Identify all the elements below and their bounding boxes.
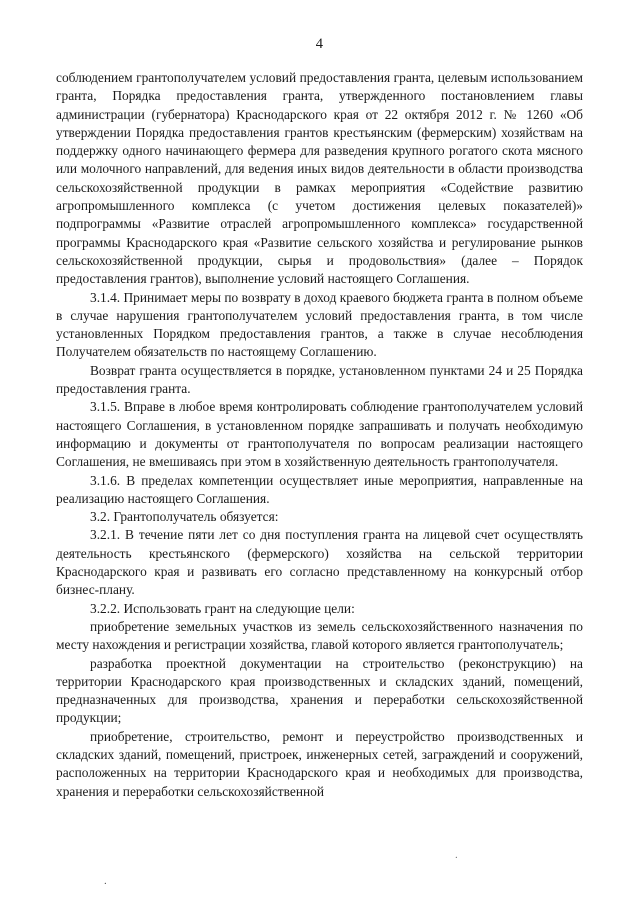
paragraph: 3.2.1. В течение пяти лет со дня поступления гранта на лицевой счет осуществлять деятельность крестьянского (фермерского) хозяйства на сельской территории Краснодарского края и развивать его согласно представленному на конкурсный отбор бизнес-плану. (56, 527, 583, 598)
paragraph: 3.1.5. Вправе в любое время контролировать соблюдение грантополучателем условий настоящего Соглашения, в установленном порядке запрашивать и получать необходимую информацию и документы от грантополучателя по вопросам реализации настоящего Соглашения, не вмешиваясь при этом в хозяйственную деятельность грантополучателя. (56, 399, 583, 470)
paragraph: 3.1.6. В пределах компетенции осуществляет иные мероприятия, направленные на реализацию настоящего Соглашения. (56, 472, 583, 506)
paragraph: Возврат гранта осуществляется в порядке, установленном пунктами 24 и 25 Порядка предоставления гранта. (56, 362, 583, 397)
paragraph: 3.2.2. Использовать грант на следующие цели: (90, 600, 355, 616)
paragraph: приобретение, строительство, ремонт и переустройство производственных и складских зданий, помещений, пристроек, инженерных сетей, заграждений и сооружений, расположенных на территории Краснодарского края и необходимых для производства, хранения и переработки сельскохозяйственной (56, 728, 583, 799)
paragraph: 3.1.4. Принимает меры по возврату в доход краевого бюджета гранта в полном объеме в случае нарушения грантополучателем условий предоставления гранта, в том числе установленных Порядком предоставления грантов, а также в случае несоблюдения Получателем обязательств по настоящему Соглашению. (56, 289, 583, 360)
paragraph: разработка проектной документации на строительство (реконструкцию) на территории Краснодарского края производственных и складских зданий, помещений, предназначенных для производства, хранения и переработки сельскохозяйственной продукции; (56, 655, 583, 726)
page-number: 4 (315, 36, 324, 52)
page-artifact-mark: . (455, 849, 458, 861)
paragraph: 3.2. Грантополучатель обязуется: (90, 509, 279, 525)
page-corner-mark: . (104, 875, 107, 887)
paragraph: приобретение земельных участков из земель сельскохозяйственного назначения по месту нахождения и регистрации хозяйства, главой которого является грантополучатель; (56, 618, 583, 653)
paragraph: соблюдением грантополучателем условий предоставления гранта, целевым использованием гранта, Порядка предоставления гранта, утвержденного постановлением главы администрации (губернатора) Краснодарского края от 22 октября 2012 г. № 1260 «Об утверждении Порядка предоставления грантов крестьянским (фермерским) хозяйствам на поддержку одного начинающего фермера для разведения крупного рогатого скота мясного или молочного направлений, для ведения иных видов деятельности в области производства сельскохозяйственной продукции в рамках мероприятия «Содействие развитию агропромышленного комплекса (с учетом достижения целевых показателей)» подпрограммы «Развитие отраслей агропромышленного комплекса» государственной программы Краснодарского края «Развитие сельского хозяйства и регулирование рынков сельскохозяйственной продукции, сырья и продовольствия» (далее – Порядок предоставления грантов), выполнение условий настоящего Соглашения. (56, 70, 583, 287)
document-body (56, 69, 583, 801)
